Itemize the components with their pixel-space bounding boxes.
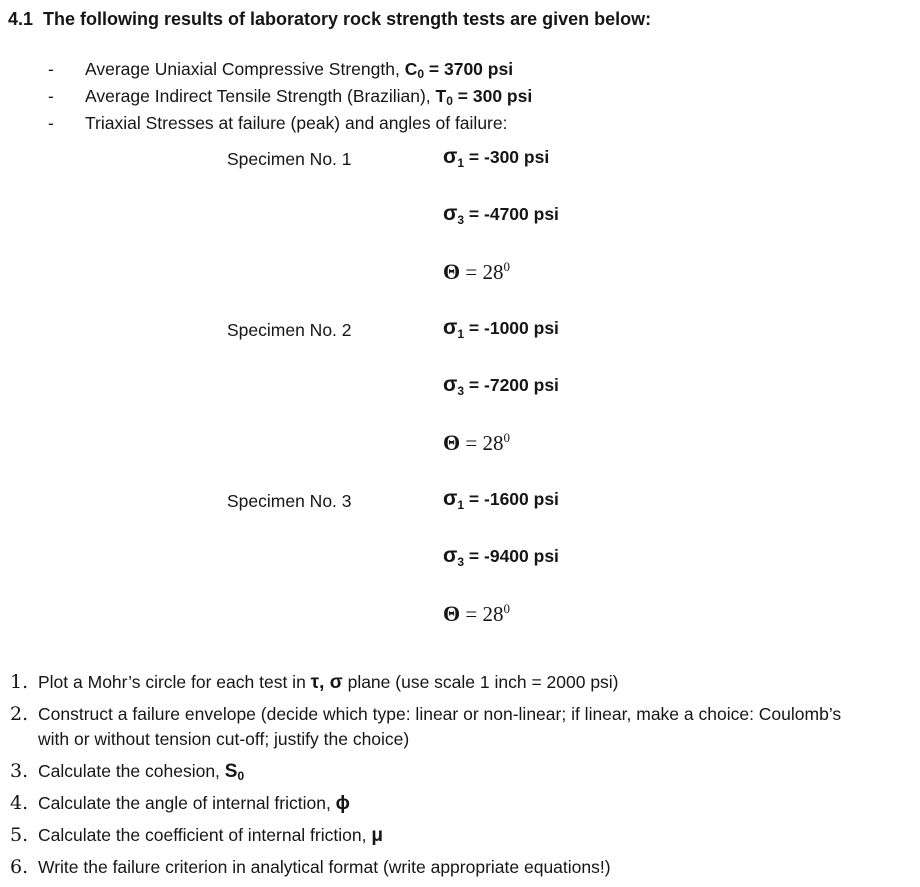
- task-number: 1.: [10, 671, 29, 693]
- task-item-6: [0, 855, 920, 880]
- task-item-3: [0, 759, 920, 784]
- task-item-1: [0, 670, 920, 695]
- task-text-pre: Calculate the cohesion,: [38, 761, 225, 781]
- problem-number: 4.1: [8, 9, 34, 29]
- list-item: [0, 110, 920, 137]
- task-text: [38, 855, 876, 880]
- task-text: [38, 791, 876, 816]
- specimen-label: Specimen No. 2: [227, 320, 352, 340]
- theta-line: [443, 430, 559, 487]
- sigma-subscript: 3: [457, 555, 465, 569]
- bullet-value: [436, 86, 533, 106]
- sigma3-line: [443, 373, 559, 430]
- sigma-subscript: 3: [457, 384, 465, 398]
- mu-symbol: μ: [371, 825, 383, 846]
- specimen-results-section: [0, 145, 920, 658]
- task-text: [38, 702, 876, 752]
- task-text: [38, 759, 876, 784]
- task-list: [0, 670, 920, 880]
- task-item-2: [0, 702, 920, 752]
- theta-line: [443, 259, 559, 316]
- sigma-subscript: 1: [457, 498, 465, 512]
- sigma3-value: = -4700 psi: [464, 204, 559, 224]
- sigma3-line: [443, 202, 559, 259]
- sigma3-line: [443, 544, 559, 601]
- bullet-prefix: Average Uniaxial Compressive Strength,: [85, 59, 405, 79]
- task-text-post: plane (use scale 1 inch = 2000 psi): [342, 672, 619, 692]
- task-text-pre: Plot a Mohr’s circle for each test in: [38, 672, 311, 692]
- list-item: [0, 56, 920, 83]
- bullet-text: [85, 83, 532, 110]
- bullet-prefix: Triaxial Stresses at failure (peak) and angles of failure:: [85, 113, 508, 133]
- phi-symbol: ϕ: [335, 793, 350, 814]
- task-text-pre: Calculate the angle of internal friction,: [38, 793, 336, 813]
- task-text-pre: Write the failure criterion in analytical format (write appropriate equations!): [38, 857, 611, 877]
- symbol-c: C: [404, 59, 418, 79]
- sigma1-value: = -1600 psi: [464, 489, 559, 509]
- theta-superscript: 0: [503, 601, 510, 616]
- given-data-list: [0, 56, 920, 137]
- bullet-text: [85, 110, 507, 137]
- sigma3-value: = -7200 psi: [464, 375, 559, 395]
- sigma-icon: σ: [443, 145, 458, 168]
- value-text: = 3700 psi: [424, 59, 514, 79]
- sigma1-line: [443, 145, 559, 202]
- sigma-icon: σ: [443, 544, 458, 567]
- sigma-icon: σ: [443, 202, 458, 225]
- bullet-dash: -: [48, 113, 54, 133]
- theta-value: = 28: [460, 431, 504, 455]
- bullet-dash: -: [48, 59, 54, 79]
- theta-superscript: 0: [503, 430, 510, 445]
- task-item-4: [0, 791, 920, 816]
- cohesion-subscript: 0: [237, 769, 245, 783]
- specimen-label: Specimen No. 1: [227, 149, 352, 169]
- bullet-text: [85, 56, 513, 83]
- specimen-values: [443, 316, 559, 487]
- specimen-values: [443, 145, 559, 316]
- task-number: 6.: [10, 856, 29, 878]
- bullet-prefix: Average Indirect Tensile Strength (Brazilian),: [85, 86, 436, 106]
- sigma-icon: σ: [443, 316, 458, 339]
- specimen-block-3: [0, 487, 920, 658]
- task-text: [38, 823, 876, 848]
- task-number: 2.: [10, 703, 29, 725]
- sigma-icon: σ: [443, 373, 458, 396]
- symbol-subscript: 0: [417, 67, 425, 81]
- problem-heading-text: The following results of laboratory rock strength tests are given below:: [43, 9, 652, 29]
- task-text: [38, 670, 876, 695]
- theta-line: [443, 601, 559, 658]
- value-text: = 300 psi: [452, 86, 533, 106]
- sigma-subscript: 1: [457, 327, 465, 341]
- task-text-pre: Construct a failure envelope (decide which type: linear or non-linear; if linear, make a choice: Coulomb’s with or without tension cut-off; justify the choice): [38, 704, 842, 749]
- specimen-block-1: [0, 145, 920, 316]
- task-item-5: [0, 823, 920, 848]
- sigma1-line: [443, 487, 559, 544]
- sigma3-value: = -9400 psi: [464, 546, 559, 566]
- bullet-dash: -: [48, 86, 54, 106]
- list-item: [0, 83, 920, 110]
- specimen-label: Specimen No. 3: [227, 491, 352, 511]
- specimen-values: [443, 487, 559, 658]
- task-number: 3.: [10, 760, 29, 782]
- task-text-pre: Calculate the coefficient of internal friction,: [38, 825, 372, 845]
- sigma1-value: = -1000 psi: [464, 318, 559, 338]
- sigma-icon: σ: [443, 487, 458, 510]
- sigma-subscript: 1: [457, 156, 465, 170]
- symbol-t: T: [435, 86, 447, 106]
- tau-sigma-symbols: τ, σ: [310, 672, 343, 693]
- sigma1-line: [443, 316, 559, 373]
- symbol-subscript: 0: [446, 94, 453, 108]
- task-number: 5.: [10, 824, 29, 846]
- theta-value: = 28: [460, 602, 504, 626]
- problem-heading: [8, 7, 920, 31]
- theta-icon: Θ: [443, 430, 461, 455]
- sigma1-value: = -300 psi: [464, 147, 550, 167]
- task-number: 4.: [10, 792, 29, 814]
- bullet-value: [405, 59, 513, 79]
- theta-superscript: 0: [503, 259, 510, 274]
- theta-icon: Θ: [443, 259, 461, 284]
- cohesion-symbol: S: [224, 761, 238, 782]
- sigma-subscript: 3: [457, 213, 465, 227]
- specimen-block-2: [0, 316, 920, 487]
- theta-icon: Θ: [443, 601, 461, 626]
- theta-value: = 28: [460, 260, 504, 284]
